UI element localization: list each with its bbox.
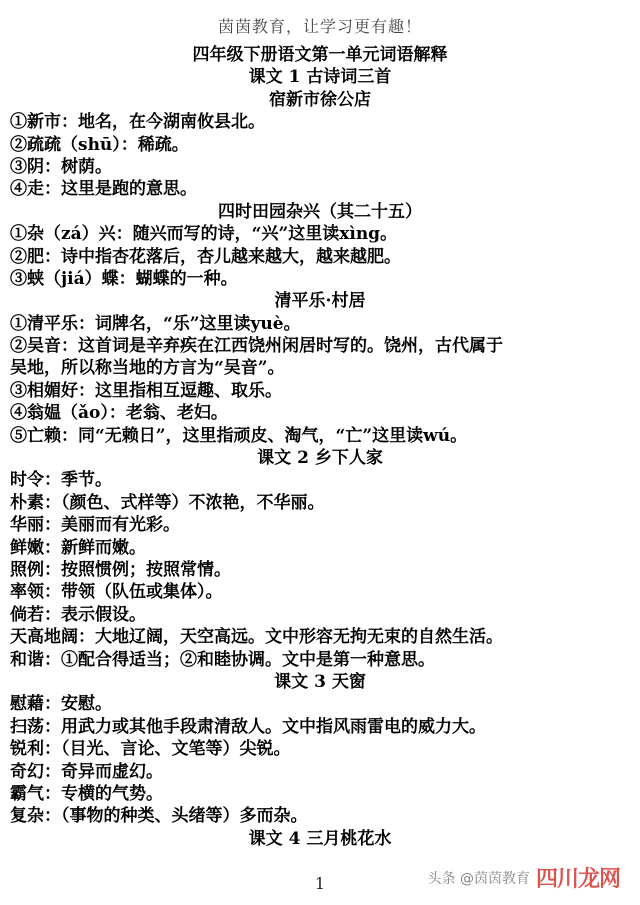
definition-line: 华丽：美丽而有光彩。 — [10, 515, 180, 536]
watermark-text: 头条 @茵茵教育 — [427, 870, 530, 887]
definition-line: 倘若：表示假设。 — [10, 604, 146, 625]
definition-line: 和谐：①配合得适当；②和睦协调。文中是第一种意思。 — [10, 649, 435, 670]
definition-line: 朴素：（颜色、式样等）不浓艳，不华丽。 — [10, 492, 325, 513]
definition-line: ④翁媪（ǎo）：老翁、老妇。 — [10, 403, 228, 424]
definition-line: 天高地阔：大地辽阔，天空高远。文中形容无拘无束的自然生活。 — [10, 627, 503, 648]
definition-line: ②肥：诗中指杏花落后，杏儿越来越大，越来越肥。 — [10, 246, 401, 267]
watermark-logo: 四川龙网 — [535, 867, 620, 892]
watermark — [428, 862, 620, 893]
page-header: 茵茵教育，让学习更有趣！ — [217, 17, 422, 36]
definition-line: 锐利：（目光、言论、文笔等）尖锐。 — [10, 739, 291, 760]
section-heading: 课文 1 古诗词三首 — [248, 67, 392, 88]
definition-line: 复杂：（事物的种类、头绪等）多而杂。 — [10, 806, 308, 827]
definition-line: ④走：这里是跑的意思。 — [10, 179, 197, 200]
definition-line: ①杂（zá）兴：随兴而写的诗，“兴”这里读xìng。 — [10, 224, 398, 245]
definition-line: ③阴：树荫。 — [10, 156, 112, 177]
definition-line: 鲜嫩：新鲜而嫩。 — [10, 537, 146, 558]
section-heading: 宿新市徐公店 — [269, 89, 371, 110]
section-heading: 清平乐·村居 — [274, 291, 366, 312]
document-body — [0, 44, 640, 850]
section-heading: 课文 2 乡下人家 — [257, 448, 383, 469]
section-heading: 四年级下册语文第一单元词语解释 — [192, 45, 448, 65]
definition-line: ②吴音：这首词是辛弃疾在江西饶州闲居时写的。饶州，古代属于 — [10, 336, 503, 357]
definition-line: ①清平乐：词牌名，“乐”这里读yuè。 — [10, 313, 301, 334]
section-heading: 四时田园杂兴（其二十五） — [218, 201, 422, 222]
definition-line: 扫荡：用武力或其他手段肃清敌人。文中指风雨雷电的威力大。 — [10, 716, 486, 737]
definition-line: 吴地，所以称当地的方言为“吴音”。 — [10, 358, 285, 379]
definition-line: 时令：季节。 — [10, 470, 112, 491]
section-heading: 课文 3 天窗 — [274, 671, 366, 692]
definition-line: 照例：按照惯例；按照常情。 — [10, 559, 231, 580]
definition-line: ①新市：地名，在今湖南攸县北。 — [10, 112, 265, 133]
definition-line: 慰藉：安慰。 — [10, 694, 112, 715]
definition-line: ⑤亡赖：同“无赖日”，这里指顽皮、淘气，“亡”这里读wú。 — [10, 425, 468, 446]
page-number: 1 — [314, 874, 326, 893]
definition-line: 霸气：专横的气势。 — [10, 783, 163, 804]
definition-line: ③相媚好：这里指相互逗趣、取乐。 — [10, 380, 282, 401]
definition-line: 率领：带领（队伍或集体）。 — [10, 582, 223, 603]
definition-line: 奇幻：奇异而虚幻。 — [10, 761, 163, 782]
definition-line: ③蛱（jiá）蝶：蝴蝶的一种。 — [10, 268, 238, 289]
definition-line: ②疏疏（shū）：稀疏。 — [10, 134, 189, 155]
section-heading: 课文 4 三月桃花水 — [248, 828, 392, 849]
